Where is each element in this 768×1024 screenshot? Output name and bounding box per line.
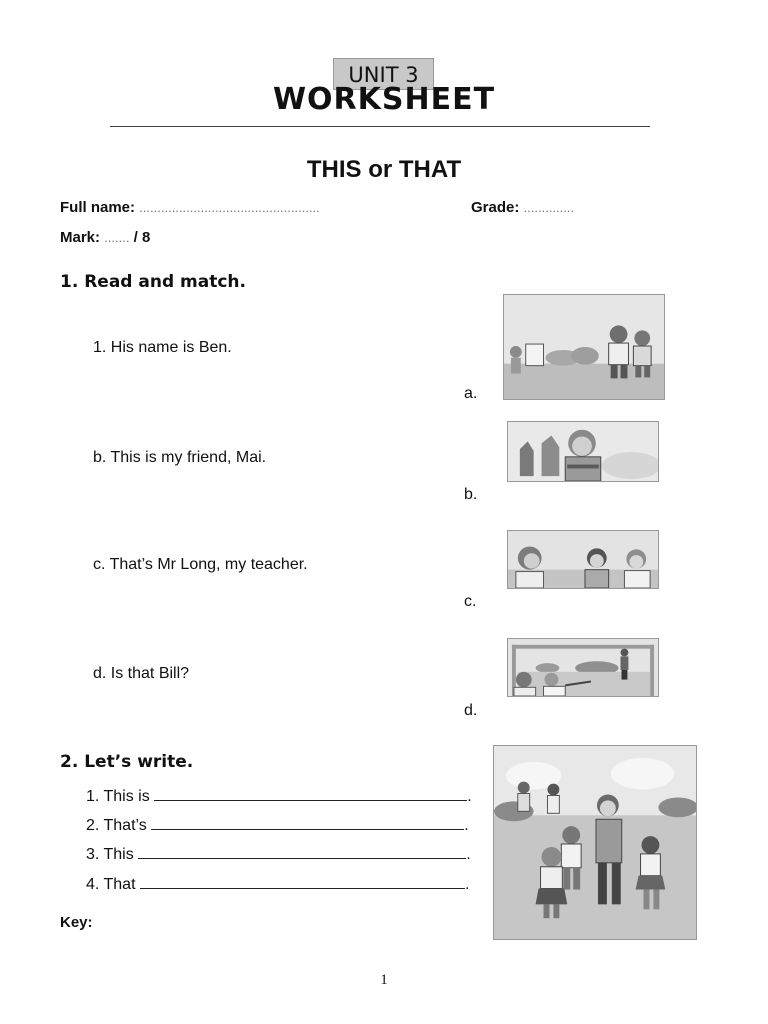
picture-letter-c: c. xyxy=(464,593,477,610)
write-end-4: . xyxy=(464,876,470,893)
full-name-field[interactable] xyxy=(60,199,320,216)
section1-title: 1. Read and match. xyxy=(60,272,246,292)
full-name-dots: .................................................. xyxy=(139,200,320,215)
topic-title: THIS or THAT xyxy=(306,156,462,183)
write-line-2[interactable] xyxy=(86,815,469,835)
grade-label: Grade: xyxy=(471,199,520,216)
write-prompt-3: 3. This xyxy=(86,846,134,863)
match-sentence-1: 1. His name is Ben. xyxy=(93,339,232,356)
mark-field[interactable] xyxy=(60,229,150,246)
picture-park-scene xyxy=(493,745,697,940)
unit-label: UNIT 3 xyxy=(333,58,434,90)
write-prompt-4: 4. That xyxy=(86,876,136,893)
picture-d xyxy=(507,638,659,697)
write-end-3: . xyxy=(466,846,471,863)
write-blank-1[interactable] xyxy=(154,786,467,801)
write-line-3[interactable] xyxy=(86,844,471,864)
picture-letter-b: b. xyxy=(464,486,478,503)
grade-field[interactable] xyxy=(471,199,574,216)
worksheet-title: WORKSHEET xyxy=(272,82,496,117)
write-prompt-2: 2. That’s xyxy=(86,817,147,834)
picture-b xyxy=(507,421,659,482)
answer-key-label: Key: xyxy=(60,914,93,931)
picture-a xyxy=(503,294,665,400)
write-blank-4[interactable] xyxy=(140,874,465,889)
picture-c xyxy=(507,530,659,589)
write-blank-3[interactable] xyxy=(138,844,466,859)
match-sentence-4: d. Is that Bill? xyxy=(93,665,190,682)
mark-label: Mark: xyxy=(60,229,101,246)
mark-total: / 8 xyxy=(133,229,151,246)
write-end-2: . xyxy=(464,817,469,834)
write-line-4[interactable] xyxy=(86,874,469,894)
match-sentence-3: c. That’s Mr Long, my teacher. xyxy=(93,556,308,573)
title-divider xyxy=(110,126,650,127)
picture-letter-d: d. xyxy=(464,702,478,719)
grade-dots: .............. xyxy=(523,200,575,215)
full-name-label: Full name: xyxy=(60,199,136,216)
write-end-1: . xyxy=(467,788,472,805)
page-number: 1 xyxy=(380,972,388,988)
section2-title: 2. Let’s write. xyxy=(60,752,194,772)
picture-letter-a: a. xyxy=(464,385,478,402)
mark-dots: ....... xyxy=(104,230,130,245)
match-sentence-2: b. This is my friend, Mai. xyxy=(93,449,267,466)
write-blank-2[interactable] xyxy=(151,815,464,830)
write-prompt-1: 1. This is xyxy=(86,788,150,805)
write-line-1[interactable] xyxy=(86,786,472,806)
